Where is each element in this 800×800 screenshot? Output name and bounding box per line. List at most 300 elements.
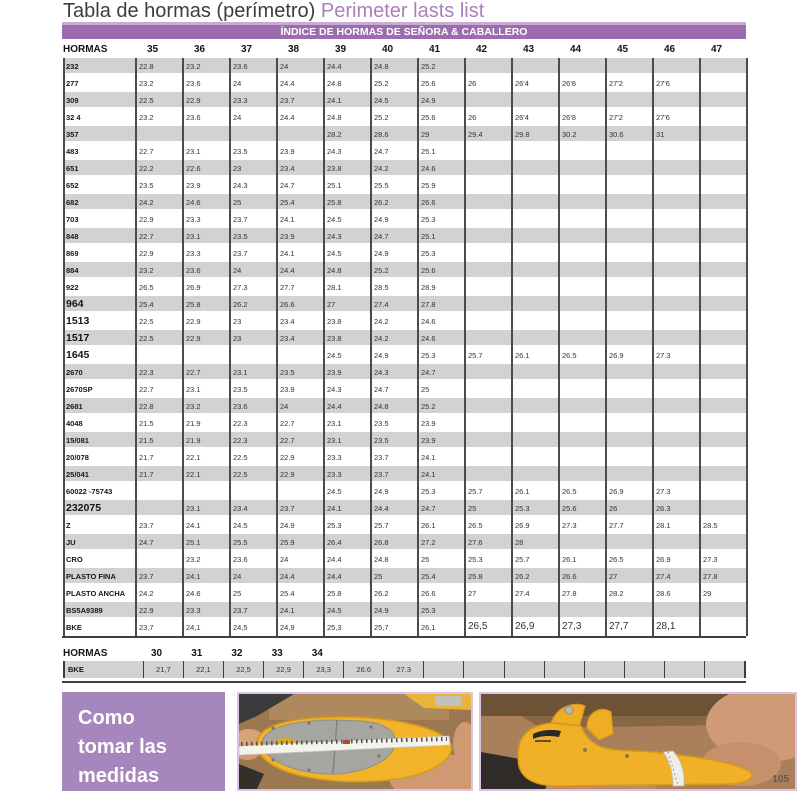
cell <box>558 279 605 294</box>
cell: 22.7 <box>186 368 201 377</box>
cell: 22.2 <box>139 164 154 173</box>
cell: 22.3 <box>139 368 154 377</box>
cell <box>605 211 652 226</box>
cell: 24.1 <box>186 521 201 530</box>
cell: 24.9 <box>374 606 389 615</box>
infobox-line2: tomar las <box>78 736 167 758</box>
cell: 23.7 <box>280 96 295 105</box>
cell <box>605 534 652 549</box>
cell <box>652 160 699 175</box>
table-row-324 <box>63 109 746 126</box>
cell <box>652 466 699 481</box>
main-header-size-47: 47 <box>711 44 723 55</box>
cell: 27'2 <box>609 113 623 122</box>
row-label: 32 4 <box>66 113 81 122</box>
row-label: 922 <box>66 283 79 292</box>
main-header-size-44: 44 <box>570 44 582 55</box>
cell <box>135 126 182 141</box>
cell: 26,5 <box>468 621 488 632</box>
cell <box>605 177 652 192</box>
cell: 22.9 <box>280 453 295 462</box>
cell <box>699 415 746 430</box>
cell: 25.2 <box>421 62 436 71</box>
cell: 26.9 <box>515 521 530 530</box>
cell <box>605 160 652 175</box>
small-header-size-30: 30 <box>151 648 163 659</box>
cell <box>558 415 605 430</box>
cell: 22.5 <box>233 470 248 479</box>
cell <box>558 245 605 260</box>
cell <box>464 160 511 175</box>
small-cell: 26.6 <box>343 661 383 678</box>
cell: 24.8 <box>327 79 342 88</box>
cell: 28.1 <box>656 521 671 530</box>
cell <box>652 381 699 396</box>
cell <box>699 330 746 345</box>
cell: 27.7 <box>280 283 295 292</box>
cell <box>558 296 605 311</box>
cell: 24.5 <box>233 521 248 530</box>
small-table-row <box>63 661 746 678</box>
cell: 22.8 <box>139 62 154 71</box>
small-cell: 27.3 <box>383 661 423 678</box>
cell: 24.4 <box>280 266 295 275</box>
cell: 21.5 <box>139 419 154 428</box>
cell <box>699 262 746 277</box>
table-row-277 <box>63 75 746 92</box>
cell: 23.1 <box>233 368 248 377</box>
cell: 22.7 <box>280 419 295 428</box>
cell <box>511 313 558 328</box>
row-label: 848 <box>66 232 79 241</box>
cell <box>699 398 746 413</box>
table-row-15081 <box>63 432 746 449</box>
cell: 24.1 <box>186 572 201 581</box>
cell: 25 <box>421 385 430 394</box>
cell: 26.9 <box>186 283 201 292</box>
table-row-682 <box>63 194 746 211</box>
infobox-line3: medidas <box>78 765 160 787</box>
cell: 28.5 <box>703 521 718 530</box>
row-label: 869 <box>66 249 79 258</box>
cell <box>511 279 558 294</box>
cell: 26.1 <box>421 521 436 530</box>
small-cell: 21,7 <box>143 661 183 678</box>
cell: 22.3 <box>233 436 248 445</box>
cell: 23.6 <box>233 555 248 564</box>
cell <box>464 211 511 226</box>
cell <box>605 194 652 209</box>
main-header-size-43: 43 <box>523 44 535 55</box>
cell <box>652 279 699 294</box>
cell: 23.3 <box>233 96 248 105</box>
cell: 23.8 <box>327 334 342 343</box>
cell: 23.7 <box>233 215 248 224</box>
cell: 21.9 <box>186 419 201 428</box>
table-row-2670 <box>63 364 746 381</box>
table-row-651 <box>63 160 746 177</box>
cell: 23,7 <box>139 623 154 632</box>
cell: 26'8 <box>562 113 576 122</box>
cell: 25.6 <box>421 266 436 275</box>
cell <box>652 92 699 107</box>
infobox-line1: Como <box>78 707 135 729</box>
cell: 26.2 <box>233 300 248 309</box>
cell: 26.6 <box>421 589 436 598</box>
table-row-JU <box>63 534 746 551</box>
cell: 23.3 <box>186 606 201 615</box>
cell <box>135 483 182 498</box>
cell: 24.9 <box>374 249 389 258</box>
cell: 30.6 <box>609 130 624 139</box>
cell: 23.1 <box>186 232 201 241</box>
cell <box>699 109 746 124</box>
row-label: 277 <box>66 79 79 88</box>
main-header-size-40: 40 <box>382 44 394 55</box>
small-cell <box>704 661 744 678</box>
cell: 27 <box>327 300 336 309</box>
cell <box>699 619 746 634</box>
cell <box>699 347 746 362</box>
cell <box>699 58 746 73</box>
how-to-measure-box <box>62 692 225 791</box>
cell: 25.3 <box>421 249 436 258</box>
cell: 24.1 <box>327 96 342 105</box>
cell: 24 <box>233 572 242 581</box>
cell: 28.6 <box>656 589 671 598</box>
cell: 24.8 <box>374 402 389 411</box>
cell: 25.3 <box>468 555 483 564</box>
table-row-1645 <box>63 347 746 364</box>
cell: 24,1 <box>186 623 201 632</box>
cell <box>652 415 699 430</box>
last-side-illustration <box>481 694 795 789</box>
cell: 23.2 <box>186 402 201 411</box>
table-row-884 <box>63 262 746 279</box>
cell: 23.6 <box>186 113 201 122</box>
cell: 24.9 <box>374 351 389 360</box>
row-label: 1517 <box>66 332 90 344</box>
cell <box>182 483 229 498</box>
cell: 24.1 <box>280 215 295 224</box>
cell <box>511 415 558 430</box>
cell: 25.4 <box>139 300 154 309</box>
cell <box>699 432 746 447</box>
cell <box>558 143 605 158</box>
cell: 26.6 <box>421 198 436 207</box>
row-label: PLASTO FINA <box>66 572 116 581</box>
cell: 26.5 <box>468 521 483 530</box>
cell <box>699 279 746 294</box>
cell: 25.3 <box>327 521 342 530</box>
cell <box>652 313 699 328</box>
cell: 21.9 <box>186 436 201 445</box>
small-cell <box>463 661 503 678</box>
cell: 23.9 <box>280 232 295 241</box>
row-label: 2670 <box>66 368 83 377</box>
table-row-4048 <box>63 415 746 432</box>
cell: 25,3 <box>327 623 342 632</box>
cell <box>558 432 605 447</box>
cell <box>464 364 511 379</box>
cell: 28.5 <box>374 283 389 292</box>
cell: 25.4 <box>421 572 436 581</box>
cell <box>135 500 182 515</box>
cell <box>511 432 558 447</box>
cell: 27.2 <box>421 538 436 547</box>
cell <box>605 245 652 260</box>
main-header-size-46: 46 <box>664 44 676 55</box>
cell <box>464 415 511 430</box>
cell <box>652 602 699 617</box>
cell: 24.5 <box>327 351 342 360</box>
cell: 26.6 <box>280 300 295 309</box>
cell <box>511 143 558 158</box>
cell: 24.4 <box>327 572 342 581</box>
cell: 21.5 <box>139 436 154 445</box>
cell: 25.2 <box>421 402 436 411</box>
cell: 31 <box>656 130 665 139</box>
cell: 23.7 <box>139 521 154 530</box>
cell: 23.2 <box>139 113 154 122</box>
cell: 23 <box>233 317 242 326</box>
cell: 25.1 <box>327 181 342 190</box>
table-row-309 <box>63 92 746 109</box>
cell <box>558 313 605 328</box>
cell: 26.3 <box>656 504 671 513</box>
cell: 24.4 <box>327 62 342 71</box>
cell <box>699 211 746 226</box>
row-label: 651 <box>66 164 79 173</box>
cell <box>652 194 699 209</box>
cell <box>511 381 558 396</box>
cell: 25.7 <box>468 351 483 360</box>
cell <box>652 143 699 158</box>
cell: 24 <box>233 79 242 88</box>
cell <box>182 347 229 362</box>
cell: 22.9 <box>186 334 201 343</box>
cell <box>699 228 746 243</box>
cell: 26'8 <box>562 79 576 88</box>
cell: 26,1 <box>421 623 436 632</box>
row-label: 60022 -75743 <box>66 487 113 496</box>
cell: 27.8 <box>703 572 718 581</box>
table-row-703 <box>63 211 746 228</box>
cell: 21.7 <box>139 470 154 479</box>
cell <box>464 177 511 192</box>
cell <box>511 58 558 73</box>
cell: 26.5 <box>609 555 624 564</box>
cell <box>699 364 746 379</box>
cell <box>605 143 652 158</box>
cell: 25.1 <box>186 538 201 547</box>
cell: 25.2 <box>374 266 389 275</box>
cell <box>605 92 652 107</box>
cell <box>652 534 699 549</box>
table-row-1513 <box>63 313 746 330</box>
row-label: 309 <box>66 96 79 105</box>
table-row-6002275743 <box>63 483 746 500</box>
cell: 25.5 <box>374 181 389 190</box>
cell <box>511 245 558 260</box>
small-cell: 22,5 <box>223 661 263 678</box>
cell <box>652 228 699 243</box>
cell: 25.6 <box>421 79 436 88</box>
cell: 24.8 <box>374 555 389 564</box>
cell: 25.3 <box>421 606 436 615</box>
cell <box>511 92 558 107</box>
cell: 23.5 <box>233 232 248 241</box>
row-label: 1513 <box>66 315 90 327</box>
cell: 26.2 <box>515 572 530 581</box>
cell: 23.7 <box>280 504 295 513</box>
small-table-bottom-rule <box>62 681 746 683</box>
small-cell <box>664 661 704 678</box>
table-row-652 <box>63 177 746 194</box>
cell <box>511 160 558 175</box>
cell: 25 <box>233 198 242 207</box>
cell: 24.4 <box>327 555 342 564</box>
row-label: 25/041 <box>66 470 89 479</box>
cell: 23.5 <box>233 385 248 394</box>
cell <box>558 449 605 464</box>
cell: 26.1 <box>562 555 577 564</box>
cell: 25 <box>421 555 430 564</box>
cell: 27.3 <box>656 351 671 360</box>
cell: 24.2 <box>374 334 389 343</box>
cell: 23.2 <box>186 555 201 564</box>
cell: 25.9 <box>280 538 295 547</box>
cell <box>511 228 558 243</box>
cell: 27.3 <box>703 555 718 564</box>
cell <box>605 364 652 379</box>
cell: 22.5 <box>233 453 248 462</box>
cell: 24.9 <box>374 215 389 224</box>
cell: 28.2 <box>609 589 624 598</box>
cell: 23.4 <box>280 334 295 343</box>
cell: 24.6 <box>186 589 201 598</box>
cell: 22.1 <box>186 453 201 462</box>
cell: 23.1 <box>186 147 201 156</box>
cell <box>605 58 652 73</box>
cell: 21.7 <box>139 453 154 462</box>
cell: 25.4 <box>280 198 295 207</box>
cell: 24.7 <box>421 504 436 513</box>
cell: 23.6 <box>186 266 201 275</box>
cell: 22.7 <box>139 232 154 241</box>
cell: 26.5 <box>562 487 577 496</box>
cell: 26'4 <box>515 113 529 122</box>
cell <box>652 364 699 379</box>
cell <box>652 211 699 226</box>
cell <box>558 466 605 481</box>
cell: 22.9 <box>280 470 295 479</box>
cell: 24.2 <box>139 198 154 207</box>
cell <box>558 211 605 226</box>
cell: 24.6 <box>186 198 201 207</box>
cell: 24.1 <box>280 249 295 258</box>
cell: 27'6 <box>656 113 670 122</box>
cell <box>464 58 511 73</box>
cell: 24.5 <box>374 96 389 105</box>
cell <box>605 449 652 464</box>
cell <box>464 262 511 277</box>
cell: 22.7 <box>139 385 154 394</box>
cell: 25.7 <box>468 487 483 496</box>
cell: 24.3 <box>233 181 248 190</box>
cell: 24.7 <box>280 181 295 190</box>
cell: 22.6 <box>186 164 201 173</box>
row-label: 15/081 <box>66 436 89 445</box>
cell: 26.1 <box>515 487 530 496</box>
cell <box>652 58 699 73</box>
cell: 26.5 <box>139 283 154 292</box>
row-label: JU <box>66 538 76 547</box>
cell <box>699 143 746 158</box>
cell <box>276 483 323 498</box>
cell: 24.7 <box>374 147 389 156</box>
cell: 25.3 <box>421 351 436 360</box>
cell: 25.3 <box>515 504 530 513</box>
row-label: 2670SP <box>66 385 93 394</box>
cell <box>229 483 276 498</box>
cell: 28,1 <box>656 621 676 632</box>
cell <box>605 602 652 617</box>
cell <box>464 381 511 396</box>
cell: 25.8 <box>186 300 201 309</box>
cell <box>464 245 511 260</box>
small-header-size-34: 34 <box>311 648 323 659</box>
cell <box>464 296 511 311</box>
cell: 27'6 <box>656 79 670 88</box>
cell: 27.8 <box>421 300 436 309</box>
cell: 23.9 <box>421 419 436 428</box>
cell: 27.7 <box>609 521 624 530</box>
cell: 24,9 <box>280 623 295 632</box>
main-table-header <box>63 41 746 58</box>
row-label: Z <box>66 521 71 530</box>
row-label: CRO <box>66 555 83 564</box>
cell: 26.9 <box>609 487 624 496</box>
cell <box>558 177 605 192</box>
cell <box>229 347 276 362</box>
table-row-922 <box>63 279 746 296</box>
cell: 22.1 <box>186 470 201 479</box>
cell: 27.4 <box>374 300 389 309</box>
cell: 23.1 <box>186 385 201 394</box>
small-cell <box>544 661 584 678</box>
cell: 23.3 <box>327 453 342 462</box>
cell: 22.7 <box>139 147 154 156</box>
cell: 26 <box>609 504 618 513</box>
cell <box>135 551 182 566</box>
cell: 23.7 <box>233 249 248 258</box>
cell: 24.4 <box>374 504 389 513</box>
small-cell: 23,3 <box>303 661 343 678</box>
cell: 22.5 <box>139 96 154 105</box>
cell: 27.6 <box>468 538 483 547</box>
table-row-357 <box>63 126 746 143</box>
cell: 25.8 <box>327 589 342 598</box>
cell: 24.6 <box>421 317 436 326</box>
cell: 26.9 <box>656 555 671 564</box>
cell: 22.9 <box>186 317 201 326</box>
small-cell <box>624 661 664 678</box>
cell <box>652 449 699 464</box>
cell <box>699 296 746 311</box>
cell: 24.9 <box>421 96 436 105</box>
cell: 23.4 <box>233 504 248 513</box>
